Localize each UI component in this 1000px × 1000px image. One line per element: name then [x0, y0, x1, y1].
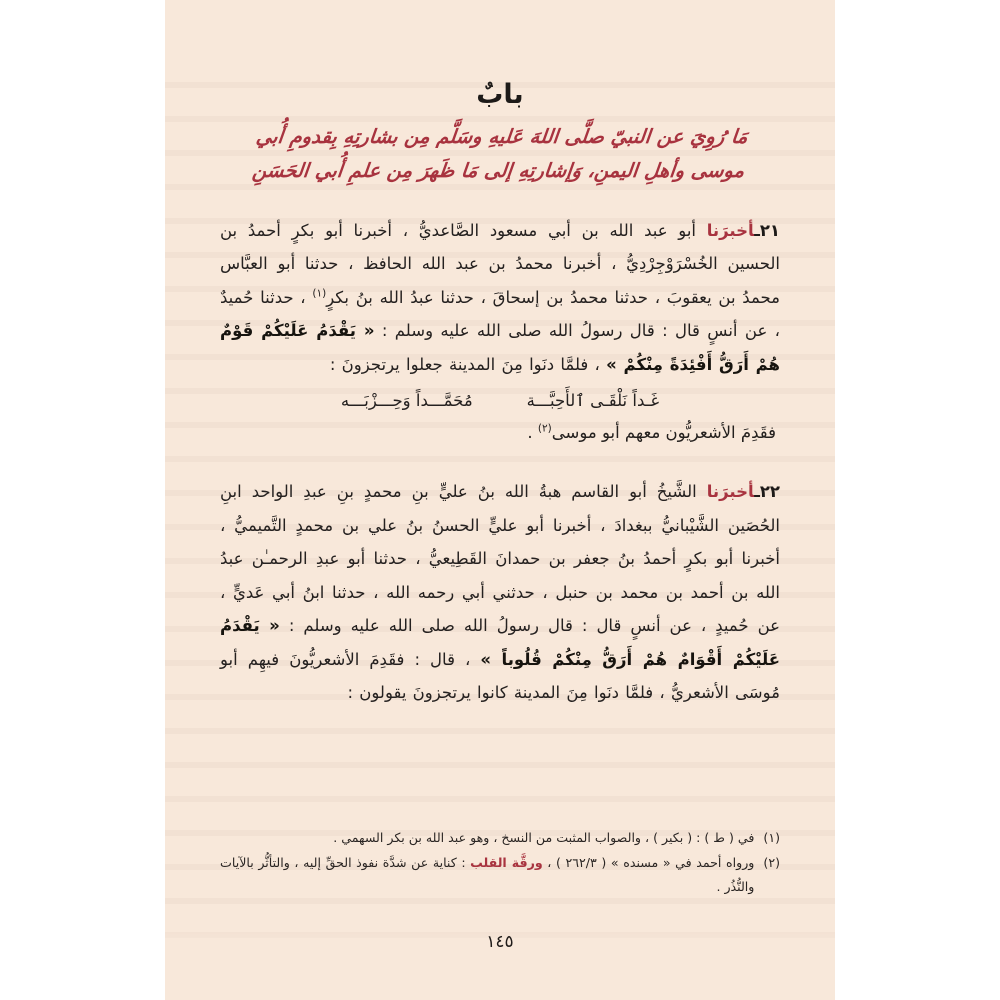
narration-entry-21 — [220, 214, 780, 381]
entry-number-21: ٢١ـ — [754, 221, 780, 240]
footnote-2-text — [220, 851, 754, 900]
hadith-quote-22: « يَقْدَمُ عَلَيْكُمْ أَقْوَامٌ هُمْ أَرَقُّ مِنْكُمْ قُلُوباً » — [220, 616, 780, 669]
verse-tail-end: . — [527, 423, 538, 443]
footnote-2-marker: (٢) — [763, 854, 780, 870]
chapter-subtitle — [216, 120, 783, 188]
footnote-ref-2[interactable]: (٢) — [537, 422, 552, 435]
verse-hemistich-left: مُحَمَّـــداً وَحِـــزْبَـــه — [340, 391, 473, 411]
footnote-item-2 — [220, 851, 780, 900]
footnote-2-text-after: : كناية عن شدَّة نفوذ الحقِّ إليه ، والتأثُّر بالآيات والنُّذُر . — [220, 854, 755, 895]
chapter-word-bab: بابٌ — [476, 79, 524, 110]
entry-isnad-21-part-2: ، حدثنا حُميدٌ ، عن أنسٍ قال : قال رسولُ الله صلى الله عليه وسلم : — [220, 287, 780, 341]
entry-opening-word-21: أخبرَنا — [706, 221, 755, 240]
narration-entry-22 — [220, 475, 780, 709]
chapter-subtitle-line-2: موسى وأهلِ اليمنِ، وَإشارتِهِ إلى مَا ظَهرَ مِن علمِ أُبي الحَسَنِ — [251, 158, 746, 182]
chapter-heading — [220, 78, 780, 188]
entry-isnad-21-part-1: أبو عبد الله بن أبي مسعود الصَّاعديُّ ، أخبرنا أبو بكرٍ أحمدُ بن الحسين الخُسْرَوْجِرْدِيُّ ، أخبرنا محمدُ بن عبد الله الحافظ ، حدثنا أبو العبَّاس محمدُ بن يعقوبَ ، حدثنا محمدُ بن إسحاقَ ، حدثنا عبدُ الله بنُ بكرٍ — [220, 221, 780, 307]
verse-line-21 — [220, 391, 780, 410]
verse-tail-text: فقَدِمَ الأشعريُّون معهم أبو موسى — [551, 423, 776, 443]
footnote-1-marker: (١) — [763, 830, 780, 845]
page-number: ١٤٥ — [486, 932, 514, 952]
hadith-quote-21: « يَقْدَمُ عَلَيْكُمْ قَوْمٌ هُمْ أَرَقُّ أَفْئِدَةً مِنْكُمْ » — [220, 321, 780, 374]
entry-tail-22: ، قال : فقَدِمَ الأشعريُّونَ فيهِم أبو مُوسَى الأشعريُّ ، فلمَّا دنَوا مِنَ المدينة كانوا يرتجزونَ يقولون : — [220, 649, 780, 703]
entry-tail-21: ، فلمَّا دنَوا مِنَ المدينة جعلوا يرتجزونَ : — [329, 354, 607, 374]
entry-opening-word-22: أخبرَنا — [706, 482, 755, 502]
entry-isnad-22: الشَّيخُ أبو القاسم هبةُ الله بنُ عليٍّ بنِ محمدٍ بنِ عبدِ الواحد ابنِ الحُصَين الشَّيْبانيُّ ببغدادَ ، أخبرنا أبو عليٍّ الحسنُ بنُ علي بن محمدٍ التَّميميُّ ، أخبرنا أبو بكرٍ أحمدُ بنُ جعفر بن حمدانَ القَطِيعيُّ ، حدثنا أبو عبدِ الرحمـٰن عبدُ الله بن أحمد بن محمد بن حنبل ، حدثني أبي رحمه الله ، حدثنا ابنُ أبي عَديٍّ ، عن حُميدٍ ، عن أنسٍ قال : قال رسولُ الله صلى الله عليه وسلم : — [220, 482, 780, 636]
entry-number-22: ٢٢ـ — [754, 482, 780, 502]
footnote-2-highlighted-term: ورقَّة القلب — [470, 854, 543, 870]
footnotes-section — [220, 826, 780, 900]
footnote-2-text-before: ورواه أحمد في « مسنده » ( ٢٦٢/٣ ) ، — [542, 854, 755, 870]
chapter-subtitle-line-1: مَا رُوِيَ عن النبيّ صلَّى اللهَ عَليهِ وسَلَّم مِن بشارتِهِ بِقدومِ أُبي — [254, 124, 749, 148]
footnote-1-text: في ( ط ) : ( بكير ) ، والصواب المثبت من النسخ ، وهو عبد الله بن بكر السهمي . — [333, 830, 755, 845]
scanned-book-page — [165, 0, 835, 1000]
footnote-item-1 — [220, 826, 780, 851]
footnote-ref-1[interactable]: (١) — [312, 287, 327, 300]
verse-hemistich-right: غَـداً نَلْقَـى ٱلأَحِبَّـــة — [526, 391, 660, 411]
page-content-area — [165, 78, 835, 710]
verse-tail-21 — [220, 416, 780, 449]
